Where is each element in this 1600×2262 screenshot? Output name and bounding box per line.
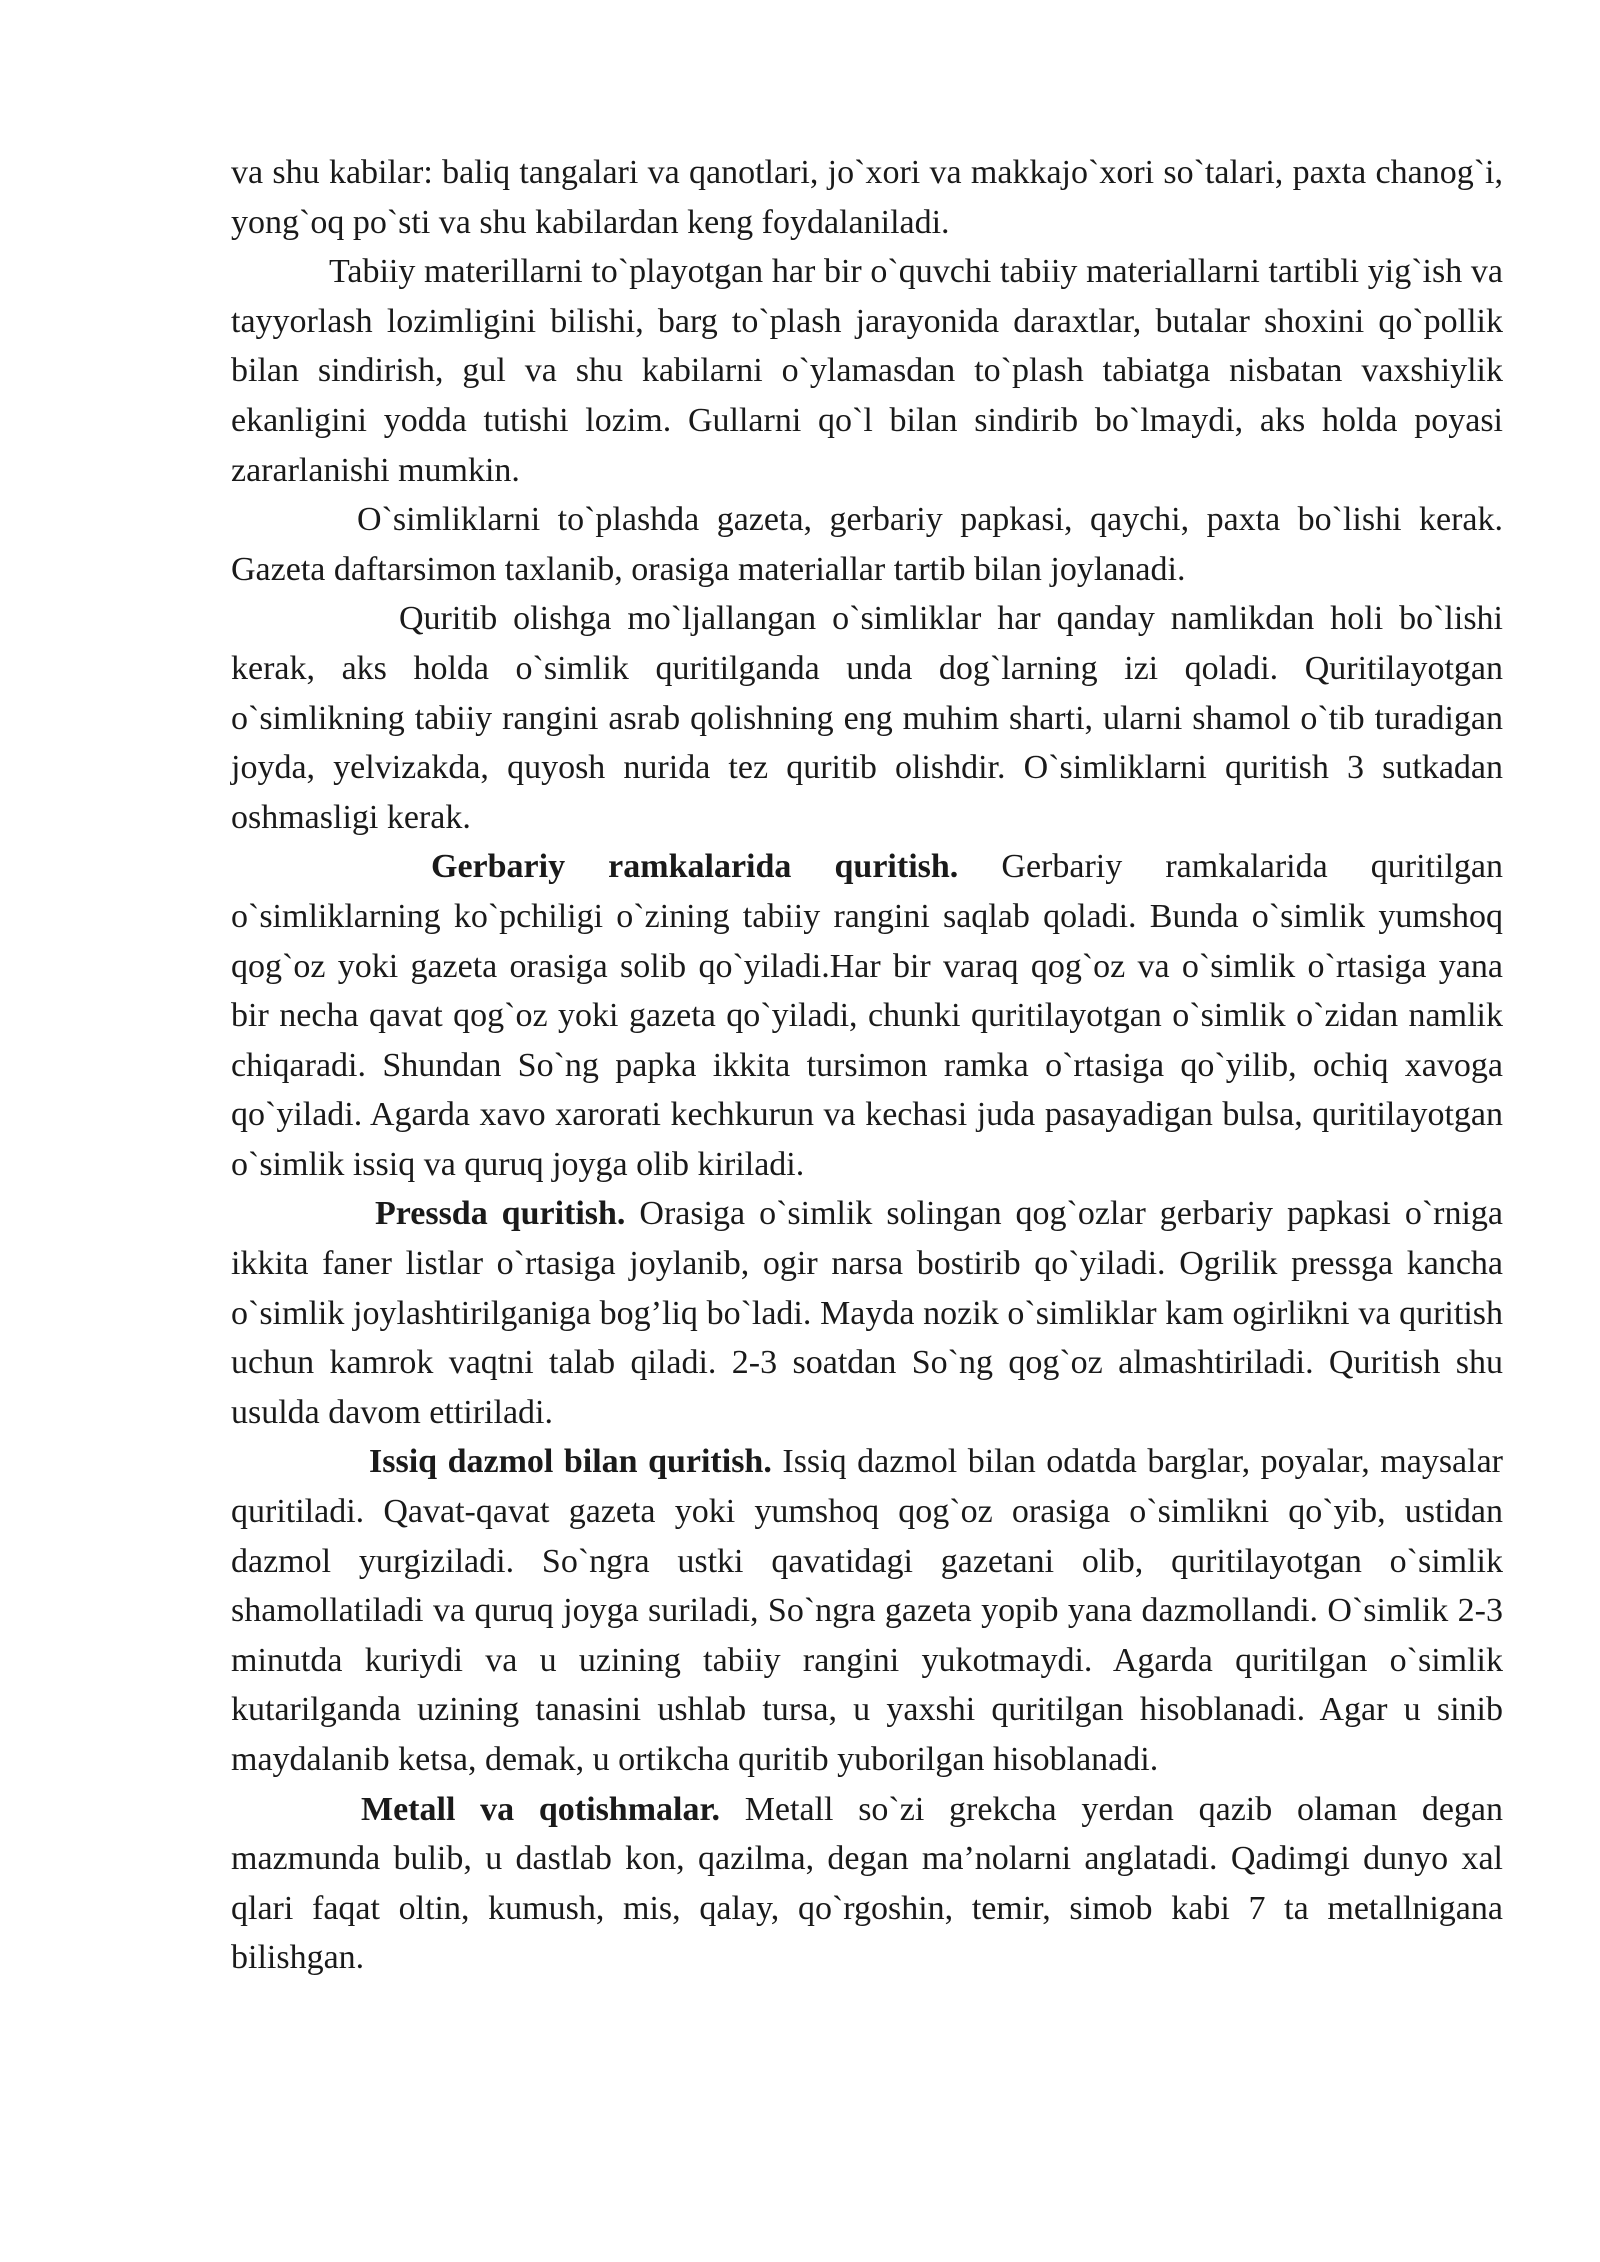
paragraph-text: Quritib olishga mo`ljallangan o`simliklar har qanday namlikdan holi bo`lishi kerak, aks holda o`simlik quritilganda unda dog`larning izi qoladi. Quritilayotgan o`simlikning tabiiy rangini asrab qolishning eng muhim sharti, ularni shamol o`tib turadigan joyda, yelvizakda, quyosh nurida tez quritib olishdir. O`simliklarni quritish 3 sutkadan oshmasligi kerak. [231, 600, 1503, 836]
paragraph-text: Metall so`zi grekcha yerdan qazib olaman degan mazmunda bulib, u dastlab kon, qazilma, degan ma’nolarni anglatadi. Qadimgi dunyo xal qlari faqat oltin, kumush, mis, qalay, qo`rgoshin, temir, simob kabi 7 ta metallnigana bilishgan. [231, 1790, 1504, 1977]
paragraph-press-drying [231, 1189, 1503, 1437]
section-heading: Metall va qotishmalar. [361, 1790, 720, 1828]
section-heading: Issiq dazmol bilan quritish. [369, 1443, 772, 1481]
paragraph-text: O`simliklarni to`plashda gazeta, gerbariy papkasi, qaychi, paxta bo`lishi kerak. Gazeta daftarsimon taxlanib, orasiga materiallar tartib bilan joylanadi. [231, 501, 1503, 588]
paragraph-collecting-tools [231, 495, 1503, 594]
paragraph-iron-drying [231, 1437, 1503, 1784]
document-body [231, 148, 1503, 1983]
paragraph-natural-materials-list [231, 148, 1503, 247]
paragraph-text: Issiq dazmol bilan odatda barglar, poyalar, maysalar quritiladi. Qavat-qavat gazeta yoki yumshoq qog`oz orasiga o`simlikni qo`yib, ustidan dazmol yurgiziladi. So`ngra ustki qavatidagi gazetani olib, quritilayotgan o`simlik shamollatiladi va quruq joyga suriladi, So`ngra gazeta yopib yana dazmollandi. O`simlik 2-3 minutda kuriydi va u uzining tabiiy rangini yukotmaydi. Agarda quritilgan o`simlik kutarilganda uzining tanasini ushlab tursa, u yaxshi quritilgan hisoblanadi. Agar u sinib maydalanib ketsa, demak, u ortikcha quritib yuborilgan hisoblanadi. [231, 1443, 1504, 1778]
paragraph-drying-conditions [231, 594, 1503, 842]
paragraph-metals-alloys [231, 1785, 1503, 1983]
paragraph-text: Gerbariy ramkalarida quritilgan o`simliklarning ko`pchiligi o`zining tabiiy rangini saqlab qoladi. Bunda o`simlik yumshoq qog`oz yoki gazeta orasiga solib qo`yiladi.Har bir varaq qog`oz va o`simlik o`rtasiga yana bir necha qavat qog`oz yoki gazeta qo`yiladi, chunki quritilayotgan o`simlik o`zidan namlik chiqaradi. Shundan So`ng papka ikkita tursimon ramka o`rtasiga qo`yilib, ochiq xavoga qo`yiladi. Agarda xavo xarorati kechkurun va kechasi juda pasayadigan bulsa, quritilayotgan o`simlik issiq va quruq joyga olib kiriladi. [231, 848, 1503, 1183]
paragraph-text: Tabiiy materillarni to`playotgan har bir o`quvchi tabiiy materiallarni tartibli yig`ish va tayyorlash lozimligini bilishi, barg to`plash jarayonida daraxtlar, butalar shoxini qo`pollik bilan sindirish, gul va shu kabilarni o`ylamasdan to`plash tabiatga nisbatan vaxshiylik ekanligini yodda tutishi lozim. Gullarni qo`l bilan sindirib bo`lmaydi, aks holda poyasi zararlanishi mumkin. [231, 253, 1503, 489]
section-heading: Gerbariy ramkalarida quritish. [431, 848, 959, 886]
section-heading: Pressda quritish. [375, 1195, 626, 1233]
paragraph-text: Orasiga o`simlik solingan qog`ozlar gerbariy papkasi o`rniga ikkita faner listlar o`rtasiga joylanib, ogir narsa bostirib qo`yiladi. Ogrilik pressga kancha o`simlik joylashtirilganiga bog’liq bo`ladi. Mayda nozik o`simliklar kam ogirlikni va quritish uchun kamrok vaqtni talab qiladi. 2-3 soatdan So`ng qog`oz almashtiriladi. Quritish shu usulda davom ettiriladi. [231, 1195, 1503, 1431]
paragraph-collecting-rules [231, 247, 1503, 495]
paragraph-text: va shu kabilar: baliq tangalari va qanotlari, jo`xori va makkajo`xori so`talari, paxta chanog`i, yong`oq po`sti va shu kabilardan keng foydalaniladi. [231, 154, 1503, 241]
paragraph-herbarium-frame-drying [231, 842, 1503, 1189]
